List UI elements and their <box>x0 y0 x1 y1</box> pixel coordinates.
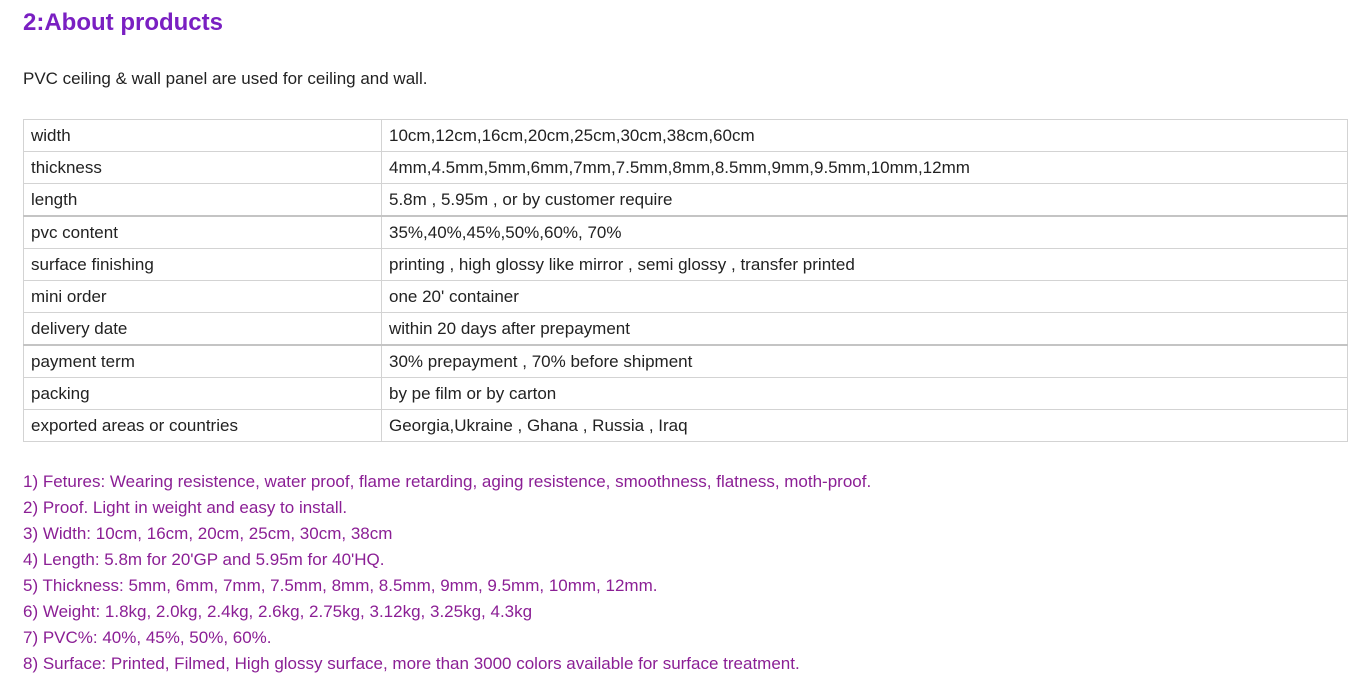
feature-item: 4) Length: 5.8m for 20'GP and 5.95m for 40'HQ. <box>23 550 385 569</box>
table-row <box>24 249 1348 281</box>
feature-item: 7) PVC%: 40%, 45%, 50%, 60%. <box>23 628 272 647</box>
spec-key: mini order <box>24 281 382 313</box>
intro-text: PVC ceiling & wall panel are used for ceiling and wall. <box>23 69 428 88</box>
features-list <box>23 469 871 677</box>
spec-key: exported areas or countries <box>24 410 382 442</box>
feature-item: 2) Proof. Light in weight and easy to install. <box>23 498 348 517</box>
table-row <box>24 281 1348 313</box>
table-row <box>24 410 1348 442</box>
spec-key: width <box>24 120 382 152</box>
table-row <box>24 152 1348 184</box>
spec-key: thickness <box>24 152 382 184</box>
spec-value: by pe film or by carton <box>382 378 1348 410</box>
table-row <box>24 313 1348 346</box>
spec-key: length <box>24 184 382 217</box>
spec-key: pvc content <box>24 216 382 249</box>
spec-key: packing <box>24 378 382 410</box>
table-row <box>24 345 1348 378</box>
feature-item: 5) Thickness: 5mm, 6mm, 7mm, 7.5mm, 8mm, 8.5mm, 9mm, 9.5mm, 10mm, 12mm. <box>23 576 658 595</box>
table-row <box>24 216 1348 249</box>
spec-value: 4mm,4.5mm,5mm,6mm,7mm,7.5mm,8mm,8.5mm,9mm,9.5mm,10mm,12mm <box>382 152 1348 184</box>
section-heading: 2:About products <box>23 9 223 36</box>
spec-value: 35%,40%,45%,50%,60%, 70% <box>382 216 1348 249</box>
spec-value: 5.8m , 5.95m , or by customer require <box>382 184 1348 217</box>
spec-key: delivery date <box>24 313 382 346</box>
spec-value: one 20' container <box>382 281 1348 313</box>
spec-value: printing , high glossy like mirror , semi glossy , transfer printed <box>382 249 1348 281</box>
feature-item: 8) Surface: Printed, Filmed, High glossy surface, more than 3000 colors available for surface treatment. <box>23 654 800 673</box>
table-row <box>24 184 1348 217</box>
table-row <box>24 120 1348 152</box>
feature-item: 1) Fetures: Wearing resistence, water proof, flame retarding, aging resistence, smoothness, flatness, moth-proof. <box>23 472 872 491</box>
spec-key: payment term <box>24 345 382 378</box>
spec-value: 30% prepayment , 70% before shipment <box>382 345 1348 378</box>
spec-key: surface finishing <box>24 249 382 281</box>
feature-item: 6) Weight: 1.8kg, 2.0kg, 2.4kg, 2.6kg, 2.75kg, 3.12kg, 3.25kg, 4.3kg <box>23 602 533 621</box>
spec-value: 10cm,12cm,16cm,20cm,25cm,30cm,38cm,60cm <box>382 120 1348 152</box>
specs-table <box>23 119 1348 442</box>
spec-value: within 20 days after prepayment <box>382 313 1348 346</box>
table-row <box>24 378 1348 410</box>
spec-value: Georgia,Ukraine , Ghana , Russia , Iraq <box>382 410 1348 442</box>
feature-item: 3) Width: 10cm, 16cm, 20cm, 25cm, 30cm, 38cm <box>23 524 393 543</box>
